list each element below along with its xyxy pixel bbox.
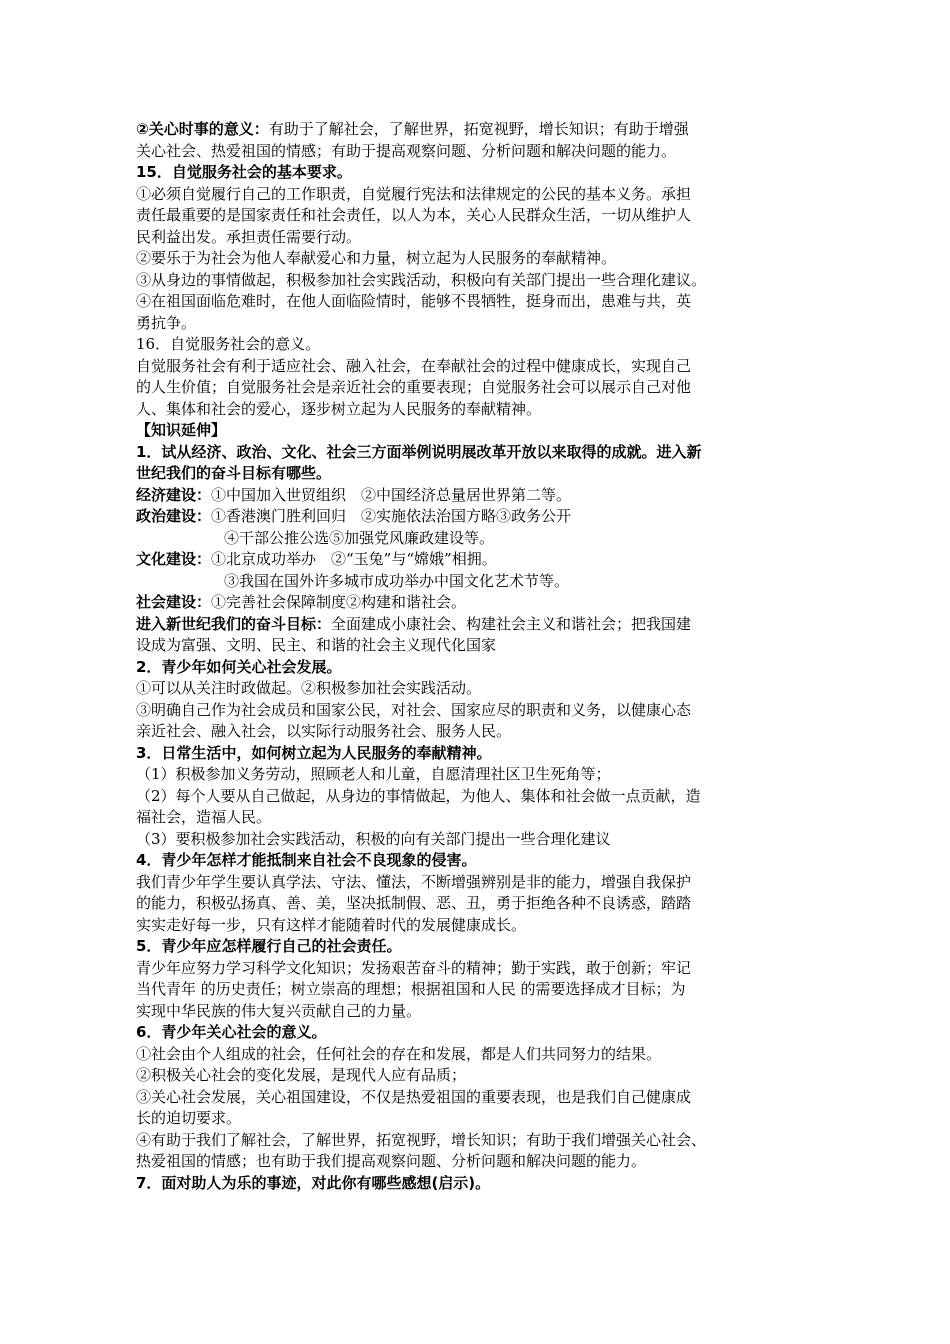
body-text: 勇抗争。 (136, 313, 197, 332)
text-line (136, 700, 796, 722)
text-line (136, 657, 796, 679)
text-line (136, 786, 796, 808)
text-line (136, 227, 796, 249)
text-line (136, 313, 796, 335)
body-text: ④有助于我们了解社会，了解世界，拓宽视野，增长知识；有助于我们增强关心社会、 (136, 1130, 707, 1149)
text-line (136, 399, 796, 421)
body-text: 人、集体和社会的爱心，逐步树立起为人民服务的奉献精神。 (136, 399, 542, 418)
text-line (136, 1044, 796, 1066)
text-line (136, 485, 796, 507)
text-line (136, 807, 796, 829)
text-line (136, 1001, 796, 1023)
text-line (136, 162, 796, 184)
body-text: （3）要积极参加社会实践活动，积极的向有关部门提出一些合理化建议 (136, 829, 611, 848)
body-text: ③明确自己作为社会成员和国家公民，对社会、国家应尽的职责和义务，以健康心态 (136, 700, 692, 719)
bold-heading: 7．面对助人为乐的事迹，对此你有哪些感想(启示)。 (136, 1173, 491, 1192)
body-text: ②积极关心社会的变化发展，是现代人应有品质； (136, 1066, 467, 1084)
bold-heading: 5．青少年应怎样履行自己的社会责任。 (136, 937, 402, 955)
body-text: 实现中华民族的伟大复兴贡献自己的力量。 (136, 1001, 422, 1020)
body-text: 设成为富强、文明、民主、和谐的社会主义现代化国家 (136, 636, 497, 654)
bold-heading: 文化建设： (136, 550, 212, 568)
text-line (136, 592, 796, 614)
text-line (136, 205, 796, 227)
text-line (136, 334, 796, 356)
body-text: ①社会由个人组成的社会，任何社会的存在和发展，都是人们共同努力的结果。 (136, 1044, 662, 1063)
bold-heading: 6．青少年关心社会的意义。 (136, 1023, 327, 1041)
body-text: ③我国在国外许多城市成功举办中国文化艺术节等。 (224, 571, 570, 590)
text-line (136, 463, 796, 485)
body-text: ③关心社会发展，关心祖国建设，不仅是热爱祖国的重要表现，也是我们自己健康成 (136, 1087, 692, 1106)
text-line (136, 270, 796, 292)
body-text: ①中国加入世贸组织 ②中国经济总量居世界第二等。 (211, 485, 572, 504)
body-text: ①必须自觉履行自己的工作职责，自觉履行宪法和法律规定的公民的基本义务。承担 (136, 184, 692, 203)
text-line (136, 528, 796, 550)
text-line (136, 872, 796, 894)
body-text: 长的迫切要求。 (136, 1109, 242, 1127)
body-text: ①香港澳门胜利回归 ②实施依法治国方略③政务公开 (211, 507, 572, 525)
body-text: 有助于了解社会，了解世界，拓宽视野，增长知识；有助于增强 (268, 120, 689, 138)
text-line (136, 442, 796, 464)
body-text: ④在祖国面临危难时，在他人面临险情时，能够不畏牺牲，挺身而出，患难与共，英 (136, 292, 692, 310)
text-line (136, 1022, 796, 1044)
text-line (136, 248, 796, 270)
body-text: 责任最重要的是国家责任和社会责任，以人为本，关心人民群众生活，一切从维护人 (136, 206, 692, 224)
text-line (136, 1173, 796, 1195)
body-text: ②要乐于为社会为他人奉献爱心和力量，树立起为人民服务的奉献精神。 (136, 249, 617, 267)
bold-heading: 1．试从经济、政治、文化、社会三方面举例说明展改革开放以来取得的成就。进入新 (136, 442, 702, 461)
text-line (136, 420, 796, 442)
text-line (136, 915, 796, 937)
text-line (136, 1087, 796, 1109)
body-text: 关心社会、热爱祖国的情感；有助于提高观察问题、分析问题和解决问题的能力。 (136, 141, 677, 160)
body-text: 热爱祖国的情感；也有助于我们提高观察问题、分析问题和解决问题的能力。 (136, 1152, 647, 1170)
body-text: 亲近社会、融入社会，以实际行动服务社会、服务人民。 (136, 722, 512, 740)
text-line (136, 678, 796, 700)
body-text: 福社会，造福人民。 (136, 808, 272, 826)
body-text: ①可以从关注时政做起。②积极参加社会实践活动。 (136, 679, 482, 697)
bold-heading: 3．日常生活中，如何树立起为人民服务的奉献精神。 (136, 743, 492, 762)
bold-heading: 15．自觉服务社会的基本要求。 (136, 163, 352, 181)
text-line (136, 356, 796, 378)
body-text: 16．自觉服务社会的意义。 (136, 335, 321, 353)
bold-heading: 2．青少年如何关心社会发展。 (136, 657, 342, 676)
body-text: 实实走好每一步，只有这样才能随着时代的发展健康成长。 (136, 915, 527, 934)
text-line (136, 979, 796, 1001)
text-line (136, 506, 796, 528)
text-line (136, 184, 796, 206)
text-line (136, 1151, 796, 1173)
bold-heading: 社会建设： (136, 593, 212, 611)
bold-heading: 进入新世纪我们的奋斗目标： (136, 614, 332, 633)
text-line (136, 1130, 796, 1152)
bold-heading: 【知识延伸】 (136, 421, 227, 439)
bold-heading: 政治建设： (136, 507, 212, 525)
document-page (136, 119, 796, 1194)
text-line (136, 141, 796, 163)
text-line (136, 743, 796, 765)
text-line (136, 119, 796, 141)
text-line (136, 291, 796, 313)
body-text: 青少年应努力学习科学文化知识；发扬艰苦奋斗的精神；勤于实践，敢于创新；牢记 (136, 958, 692, 977)
text-line (136, 614, 796, 636)
bold-heading: ②关心时事的意义： (136, 120, 269, 138)
bold-heading: 经济建设： (136, 485, 212, 504)
body-text: 自觉服务社会有利于适应社会、融入社会，在奉献社会的过程中健康成长，实现自己 (136, 356, 692, 375)
body-text: 当代青年 的历史责任；树立崇高的理想；根据祖国和人民 的需要选择成才目标；为 (136, 980, 686, 998)
body-text: ④干部公推公选⑤加强党风廉政建设等。 (224, 528, 495, 547)
text-line (136, 377, 796, 399)
text-line (136, 1108, 796, 1130)
body-text: 我们青少年学生要认真学法、守法、懂法，不断增强辨别是非的能力，增强自我保护 (136, 872, 692, 891)
body-text: 的能力，积极弘扬真、善、美，坚决抵制假、恶、丑，勇于拒绝各种不良诱惑，踏踏 (136, 894, 692, 912)
body-text: 全面建成小康社会、构建社会主义和谐社会；把我国建 (331, 614, 692, 633)
text-line (136, 635, 796, 657)
body-text: ①北京成功举办 ②“玉兔”与“嫦娥”相拥。 (211, 550, 497, 568)
text-line (136, 850, 796, 872)
body-text: ③从身边的事情做起，积极参加社会实践活动，积极向有关部门提出一些合理化建议。 (136, 270, 707, 289)
text-line (136, 571, 796, 593)
text-line (136, 764, 796, 786)
bold-heading: 4．青少年怎样才能抵制来自社会不良现象的侵害。 (136, 851, 477, 869)
text-line (136, 958, 796, 980)
text-line (136, 893, 796, 915)
text-line (136, 936, 796, 958)
body-text: 的人生价值；自觉服务社会是亲近社会的重要表现；自觉服务社会可以展示自己对他 (136, 378, 692, 396)
text-line (136, 549, 796, 571)
text-line (136, 1065, 796, 1087)
body-text: （2）每个人要从自己做起，从身边的事情做起，为他人、集体和社会做一点贡献，造 (136, 786, 701, 805)
body-text: （1）积极参加义务劳动，照顾老人和儿童，自愿清理社区卫生死角等； (136, 765, 611, 783)
bold-heading: 世纪我们的奋斗目标有哪些。 (136, 464, 332, 482)
text-line (136, 829, 796, 851)
text-line (136, 721, 796, 743)
body-text: 民利益出发。承担责任需要行动。 (136, 227, 362, 246)
body-text: ①完善社会保障制度②构建和谐社会。 (211, 593, 467, 611)
